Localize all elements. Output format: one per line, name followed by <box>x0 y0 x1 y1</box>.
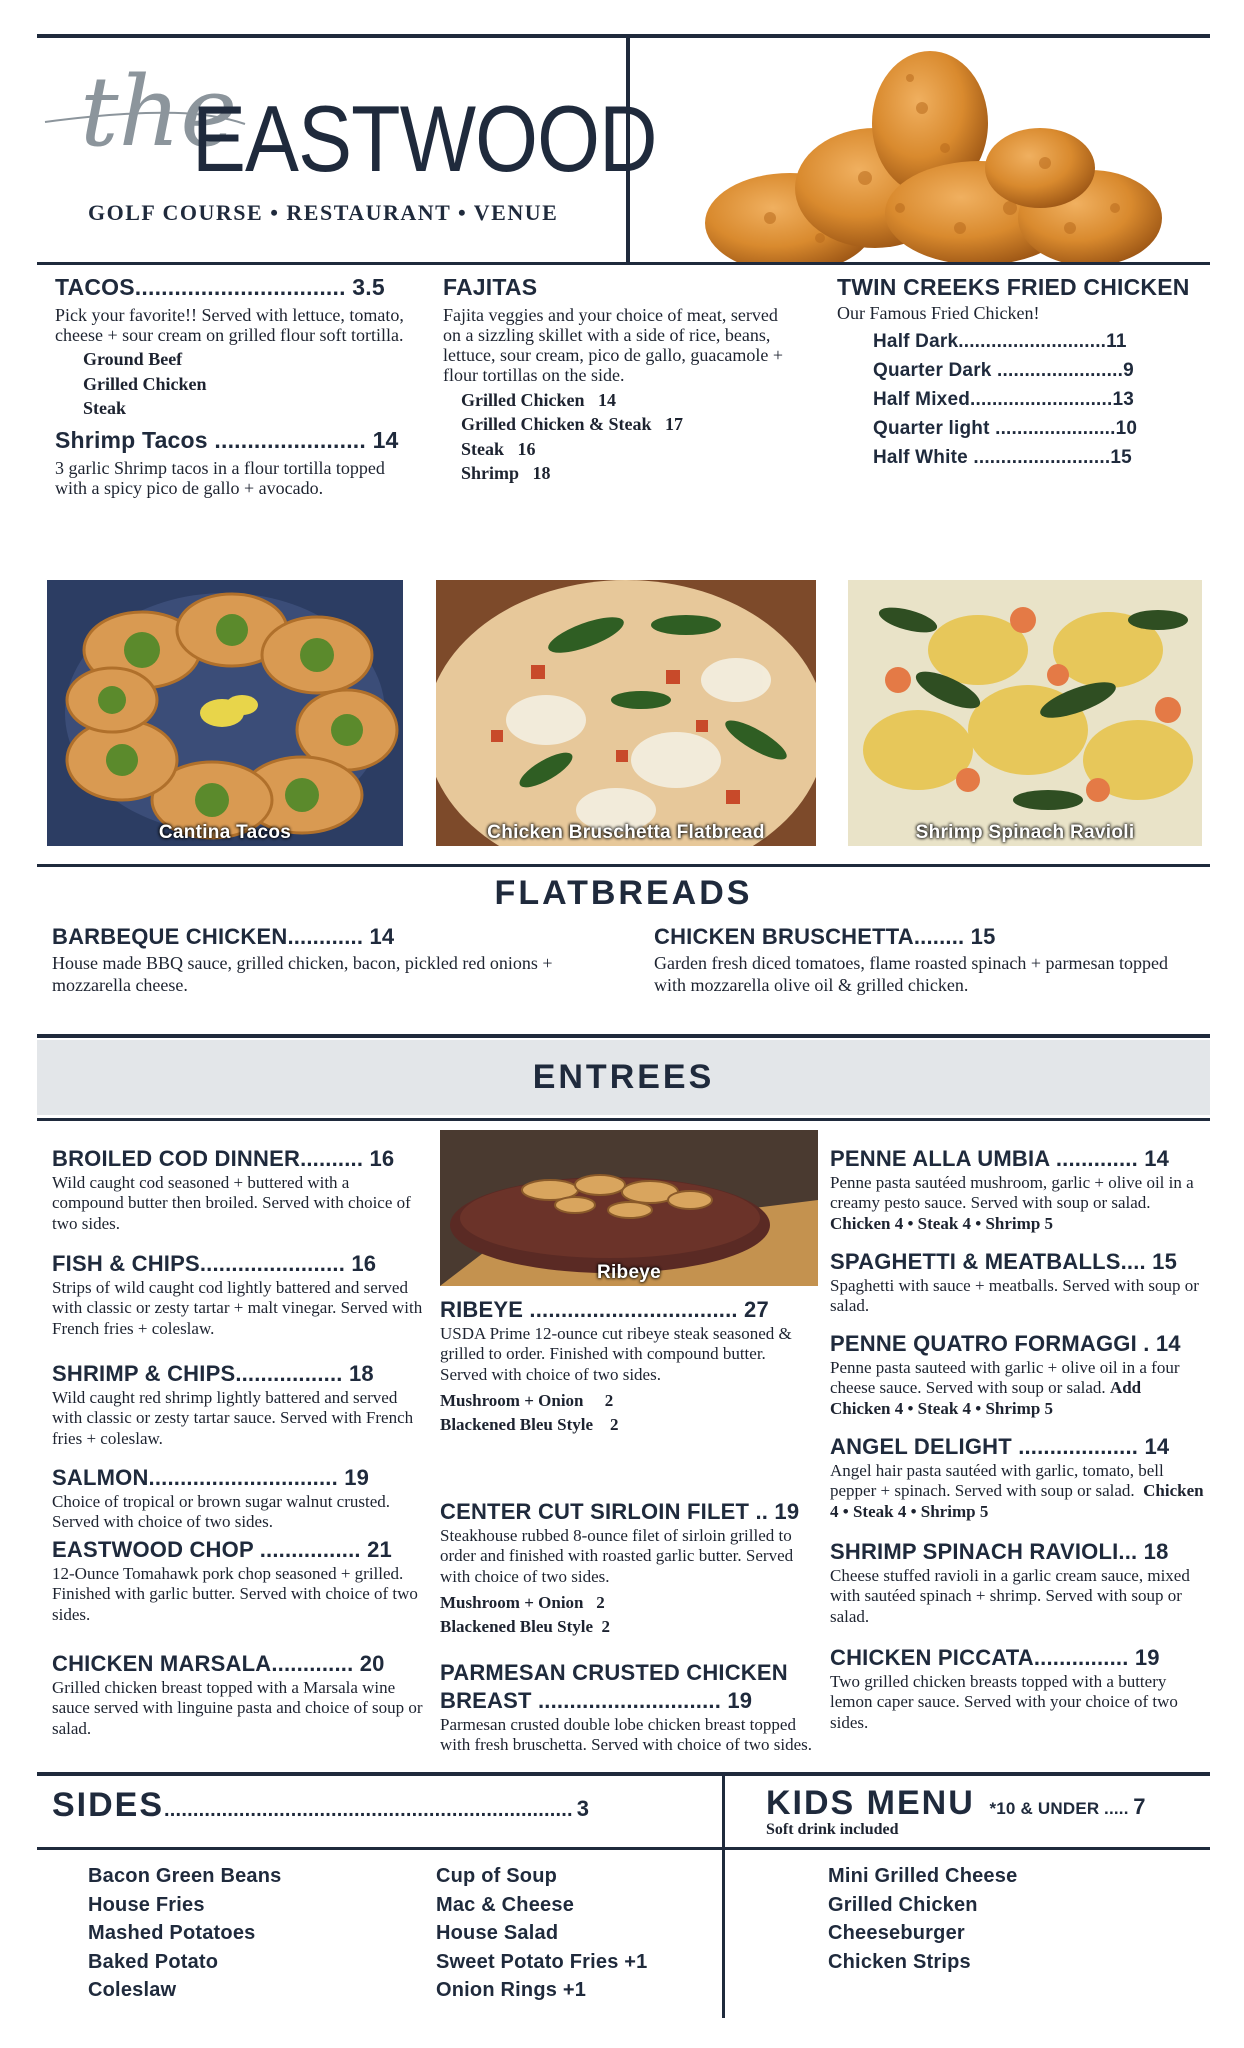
entree-item: CENTER CUT SIRLOIN FILET .. 19 Steakhouse rubbed 8-ounce filet of sirloin grilled to order and finished with roasted garlic butter. Served with choice of two sides. Mushroom + Onion 2 Blackened Bleu Style 2 <box>440 1499 820 1660</box>
kids-item: Chicken Strips <box>828 1950 971 1973</box>
shrimp-tacos-price: 14 <box>372 426 399 453</box>
tacos-options <box>83 347 415 420</box>
tacos-title-line: TACOS................................ 3.5 <box>55 274 385 300</box>
sides-heading-line: SIDES....................................................................... 3 <box>52 1786 590 1824</box>
side-item: Bacon Green Beans <box>88 1865 282 1887</box>
side-item: Coleslaw <box>88 1979 177 2001</box>
fried-chicken-item: Half Dark...........................11 <box>873 331 1127 353</box>
tacos-price: 3.5 <box>352 274 385 300</box>
ribeye-photo <box>440 1130 818 1286</box>
side-item: Mac & Cheese <box>436 1893 575 1916</box>
flatbread-photo <box>436 580 816 846</box>
entree-item: BROILED COD DINNER.......... 16 Wild caught cod seasoned + buttered with a compound butter then broiled. Served with choice of two sides. <box>52 1146 411 1233</box>
entree-item: SHRIMP & CHIPS................. 18 Wild caught red shrimp lightly battered and served with classic or zesty tartar sauce. Served with French fries + coleslaw. <box>52 1361 414 1448</box>
logo-script: the <box>80 56 238 168</box>
flatbread-item: BARBEQUE CHICKEN............ 14 House made BBQ sauce, grilled chicken, bacon, pickled red onions + mozzarella cheese. <box>52 924 553 995</box>
side-item: House Salad <box>436 1922 559 1944</box>
fajitas-desc: Fajita veggies and your choice of meat, served on a sizzling skillet with a side of rice, beans, lettuce, sour cream, pico de gallo, guacamole + flour tortillas on the side. <box>443 305 784 386</box>
entree-item: PENNE ALLA UMBIA ............. 14 Penne pasta sautéed mushroom, garlic + olive oil in a creamy pesto sauce. Served with soup or salad. Chicken 4 • Steak 4 • Shrimp 5 <box>830 1146 1194 1233</box>
sides-column-2 <box>436 1862 648 2005</box>
tacos-section <box>55 274 415 498</box>
fajitas-title: FAJITAS <box>443 274 538 300</box>
cantina-tacos-caption: Cantina Tacos <box>158 822 292 843</box>
logo <box>40 56 657 237</box>
tacos-option: Grilled Chicken <box>83 373 207 394</box>
tacos-desc: Pick your favorite!! Served with lettuce, tomato, cheese + sour cream on grilled flour soft tortilla. <box>55 305 404 346</box>
kids-subtitle: Soft drink included <box>766 1821 899 1838</box>
kids-heading: KIDS MENU <box>766 1784 975 1822</box>
fajitas-section <box>443 274 793 486</box>
fried-chicken-subtitle: Our Famous Fried Chicken! <box>837 303 1040 323</box>
cantina-tacos-photo <box>47 580 403 846</box>
fried-chicken-item: Quarter Dark .......................9 <box>873 360 1134 382</box>
kids-price: 7 <box>1133 1794 1146 1819</box>
kids-item: Grilled Chicken <box>828 1893 978 1916</box>
sides-price: 3 <box>576 1796 590 1821</box>
entrees-right-column <box>830 1146 1205 1733</box>
entree-item: SHRIMP SPINACH RAVIOLI... 18 Cheese stuffed ravioli in a garlic cream sauce, mixed with sautéed spinach + shrimp. Served with soup or salad. <box>830 1539 1190 1626</box>
entree-item: CHICKEN PICCATA............... 19 Two grilled chicken breasts topped with a buttery lemon caper sauce. Served with your choice of two sides. <box>830 1645 1178 1732</box>
fried-chicken-item: Quarter light ......................10 <box>873 418 1138 440</box>
ribeye-option: Blackened Bleu Style 2 <box>440 1414 619 1434</box>
sides-bottom-rule <box>37 1847 1210 1850</box>
fajitas-option: Shrimp 18 <box>461 463 551 484</box>
fajitas-option: Grilled Chicken 14 <box>461 389 617 410</box>
shrimp-tacos-title-line: Shrimp Tacos ....................... 14 <box>55 426 399 453</box>
shrimp-tacos-title: Shrimp Tacos <box>55 426 208 453</box>
entree-item: SALMON.............................. 19 Choice of tropical or brown sugar walnut crusted. Served with choice of two sides. <box>52 1465 391 1532</box>
entree-item: EASTWOOD CHOP ................ 21 12-Ounce Tomahawk pork chop seasoned + grilled. Finished with garlic butter. Served with choice of two sides. <box>52 1537 418 1624</box>
fried-chicken-photo <box>660 38 1210 262</box>
entree-item: SPAGHETTI & MEATBALLS.... 15 Spaghetti with sauce + meatballs. Served with soup or salad. <box>830 1249 1199 1316</box>
fajitas-option: Steak 16 <box>461 438 536 459</box>
shrimp-tacos-desc: 3 garlic Shrimp tacos in a flour tortilla topped with a spicy pico de gallo + avocado. <box>55 457 385 498</box>
tacos-option: Steak <box>83 398 127 419</box>
fried-chicken-item: Half White .........................15 <box>873 447 1132 469</box>
entrees-heading: ENTREES <box>532 1058 715 1096</box>
entree-item: ANGEL DELIGHT ................... 14 Angel hair pasta sautéed with garlic, tomato, bell pepper + spinach. Served with soup or salad. Chicken 4 • Steak 4 • Shrimp 5 <box>830 1434 1204 1521</box>
entree-item: PENNE QUATRO FORMAGGI . 14 Penne pasta sauteed with garlic + olive oil in a four cheese sauce. Served with soup or salad. Add Chicken 4 • Steak 4 • Shrimp 5 <box>830 1331 1181 1418</box>
fried-chicken-section <box>837 274 1207 472</box>
flatbreads-heading: FLATBREADS <box>494 874 753 912</box>
flatbread-caption: Chicken Bruschetta Flatbread <box>487 822 765 843</box>
kids-item: Mini Grilled Cheese <box>828 1865 1018 1887</box>
side-item: House Fries <box>88 1893 205 1916</box>
tacos-title: TACOS <box>55 274 135 300</box>
ravioli-caption: Shrimp Spinach Ravioli <box>915 822 1135 843</box>
entrees-bottom-rule <box>37 1118 1210 1121</box>
sides-heading: SIDES <box>52 1786 165 1824</box>
sirloin-option: Mushroom + Onion 2 <box>440 1593 605 1613</box>
header-bottom-rule <box>37 262 1210 265</box>
ravioli-photo <box>848 580 1202 846</box>
ribeye-option: Mushroom + Onion 2 <box>440 1391 614 1411</box>
tacos-image <box>47 580 403 846</box>
logo-tagline: GOLF COURSE • RESTAURANT • VENUE <box>88 200 559 225</box>
kids-item: Cheeseburger <box>828 1922 965 1944</box>
side-item: Baked Potato <box>88 1950 219 1973</box>
entrees-left-column <box>52 1146 427 1739</box>
entree-item: CHICKEN MARSALA............. 20 Grilled chicken breast topped with a Marsala wine sauce served with linguine pasta and choice of soup or salad. <box>52 1651 423 1738</box>
kids-heading-block: KIDS MENU *10 & UNDER ..... 7 Soft drink included <box>766 1784 1206 1839</box>
sides-column-1 <box>88 1862 281 2005</box>
entree-item: RIBEYE ................................. 27 USDA Prime 12-ounce cut ribeye steak seasoned & grilled to order. Finished with compound butter. Served with choice of two sides. Mushroom + Onion 2 Blackened Bleu Style 2 <box>440 1297 820 1499</box>
ribeye-caption: Ribeye <box>596 1262 662 1283</box>
fried-chicken-image <box>660 38 1210 262</box>
side-item: Sweet Potato Fries +1 <box>436 1950 648 1973</box>
sides-top-rule <box>37 1772 1210 1776</box>
kids-age-note: *10 & UNDER <box>989 1799 1100 1818</box>
flatbreads-top-rule <box>37 864 1210 867</box>
fajitas-options <box>461 388 793 486</box>
side-item: Mashed Potatoes <box>88 1922 256 1944</box>
side-item: Cup of Soup <box>436 1865 558 1887</box>
side-item: Onion Rings +1 <box>436 1979 587 2001</box>
fried-chicken-item: Half Mixed..........................13 <box>873 389 1135 411</box>
entrees-top-rule <box>37 1034 1210 1038</box>
logo-name: EASTWOOD <box>192 86 657 191</box>
entrees-middle-column <box>440 1297 820 1756</box>
fried-chicken-list <box>873 327 1207 472</box>
sides-kids-divider <box>722 1774 725 2018</box>
fajitas-option: Grilled Chicken & Steak 17 <box>461 414 684 435</box>
ravioli-image <box>848 580 1202 846</box>
entree-item: PARMESAN CRUSTED CHICKEN BREAST ............................. 19 Parmesan crusted double lobe chicken breast topped with fresh bruschetta. Served with choice of two sides. <box>440 1660 813 1755</box>
sirloin-option: Blackened Bleu Style 2 <box>440 1616 611 1636</box>
flatbread-image <box>436 580 816 846</box>
entree-item: FISH & CHIPS....................... 16 Strips of wild caught cod lightly battered and served with classic or zesty tartar + malt vinegar. Served with French fries + coleslaw. <box>52 1251 423 1338</box>
flatbread-item: CHICKEN BRUSCHETTA........ 15 Garden fresh diced tomatoes, flame roasted spinach + parmesan topped with mozzarella olive oil & grilled chicken. <box>654 924 1168 995</box>
fried-chicken-title: TWIN CREEKS FRIED CHICKEN <box>837 274 1190 300</box>
kids-menu-list <box>828 1862 1017 1976</box>
tacos-option: Ground Beef <box>83 349 183 370</box>
